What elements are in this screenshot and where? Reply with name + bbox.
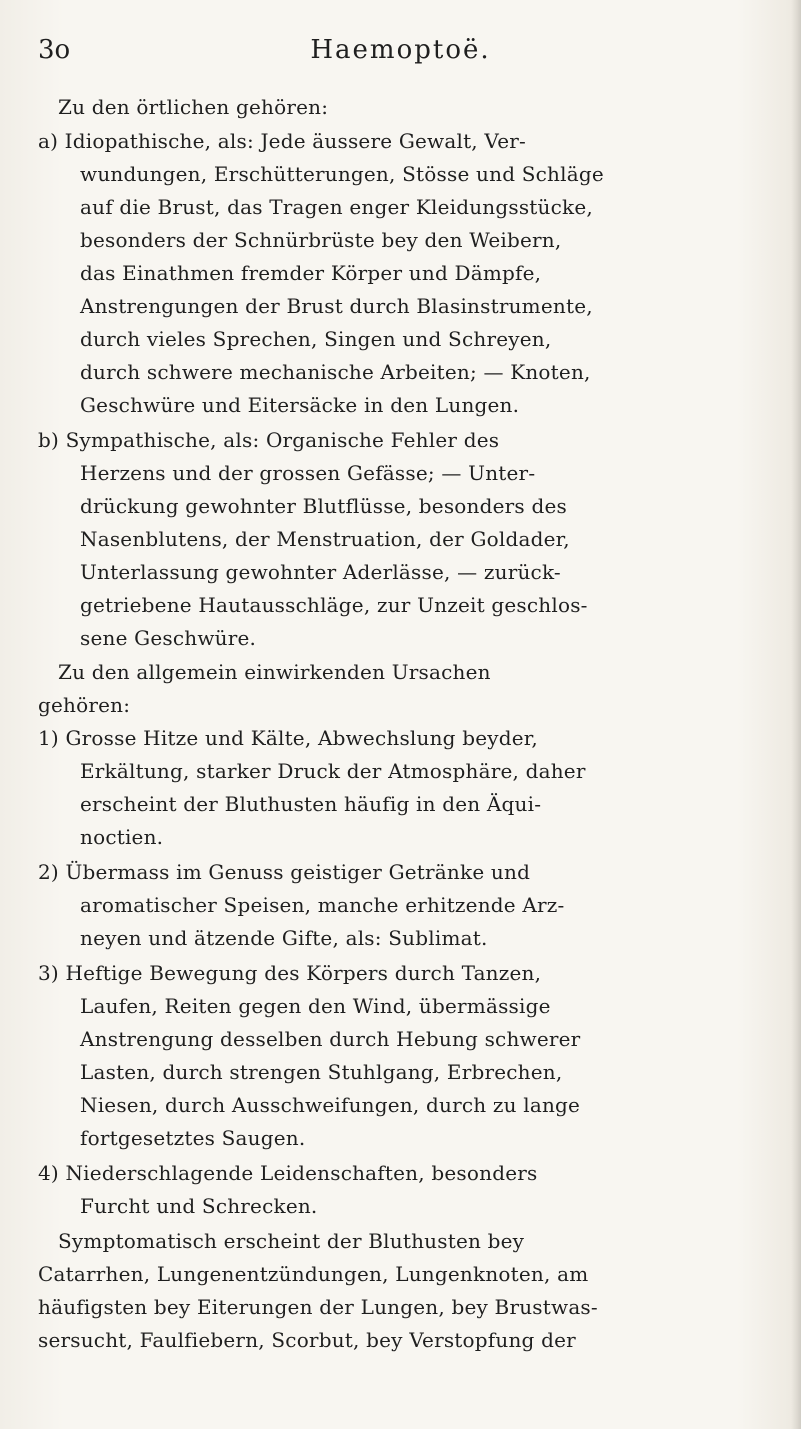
text-line: fortgesetztes Saugen. <box>80 1126 306 1150</box>
text-line: wundungen, Erschütterungen, Stösse und Schläge <box>80 162 604 186</box>
text-line: 1) Grosse Hitze und Kälte, Abwechslung beyder, <box>38 726 538 750</box>
text-line: Geschwüre und Eitersäcke in den Lungen. <box>80 393 520 417</box>
page-edge <box>791 0 801 1429</box>
text-line: gehören: <box>38 693 131 717</box>
text-line: 3) Heftige Bewegung des Körpers durch Tanzen, <box>38 961 542 985</box>
text-line: noctien. <box>80 825 164 849</box>
text-line: Nasenblutens, der Menstruation, der Goldader, <box>80 527 570 551</box>
text-line: besonders der Schnürbrüste bey den Weibern, <box>80 228 562 252</box>
text-line: Zu den örtlichen gehören: <box>58 95 329 119</box>
text-line: Catarrhen, Lungenentzündungen, Lungenknoten, am <box>38 1262 589 1286</box>
text-line: b) Sympathische, als: Organische Fehler des <box>38 428 500 452</box>
text-line: Symptomatisch erscheint der Bluthusten bey <box>58 1229 525 1253</box>
text-line: a) Idiopathische, als: Jede äussere Gewalt, Ver- <box>38 129 526 153</box>
text-line: Niesen, durch Ausschweifungen, durch zu lange <box>80 1093 581 1117</box>
text-line: 4) Niederschlagende Leidenschaften, besonders <box>38 1161 538 1185</box>
text-line: sene Geschwüre. <box>80 626 257 650</box>
text-line: durch schwere mechanische Arbeiten; — Knoten, <box>80 360 591 384</box>
text-line: Laufen, Reiten gegen den Wind, übermässige <box>80 994 551 1018</box>
text-line: aromatischer Speisen, manche erhitzende Arz- <box>80 893 565 917</box>
text-line: drückung gewohnter Blutflüsse, besonders des <box>80 494 567 518</box>
text-line: getriebene Hautausschläge, zur Unzeit geschlos- <box>80 593 588 617</box>
text-line: erscheint der Bluthusten häufig in den Äqui- <box>80 792 542 816</box>
text-line: das Einathmen fremder Körper und Dämpfe, <box>80 261 542 285</box>
text-line: auf die Brust, das Tragen enger Kleidungsstücke, <box>80 195 593 219</box>
text-line: Zu den allgemein einwirkenden Ursachen <box>58 660 491 684</box>
text-line: Furcht und Schrecken. <box>80 1194 318 1218</box>
text-line: Erkältung, starker Druck der Atmosphäre, daher <box>80 759 586 783</box>
page-number: 3o <box>38 35 71 65</box>
text-line: 2) Übermass im Genuss geistiger Getränke und <box>38 860 531 884</box>
text-line: Lasten, durch strengen Stuhlgang, Erbrechen, <box>80 1060 563 1084</box>
page-header <box>38 34 763 74</box>
text-line: Anstrengung desselben durch Hebung schwerer <box>80 1027 581 1051</box>
text-line: häufigsten bey Eiterungen der Lungen, bey Brustwas- <box>38 1295 598 1319</box>
text-line: neyen und ätzende Gifte, als: Sublimat. <box>80 926 488 950</box>
running-head: Haemoptoë. <box>310 35 491 65</box>
text-line: durch vieles Sprechen, Singen und Schreyen, <box>80 327 552 351</box>
text-line: sersucht, Faulfiebern, Scorbut, bey Verstopfung der <box>38 1328 576 1352</box>
text-line: Unterlassung gewohnter Aderlässe, — zurück- <box>80 560 561 584</box>
text-line: Herzens und der grossen Gefässe; — Unter- <box>80 461 536 485</box>
text-line: Anstrengungen der Brust durch Blasinstrumente, <box>80 294 593 318</box>
